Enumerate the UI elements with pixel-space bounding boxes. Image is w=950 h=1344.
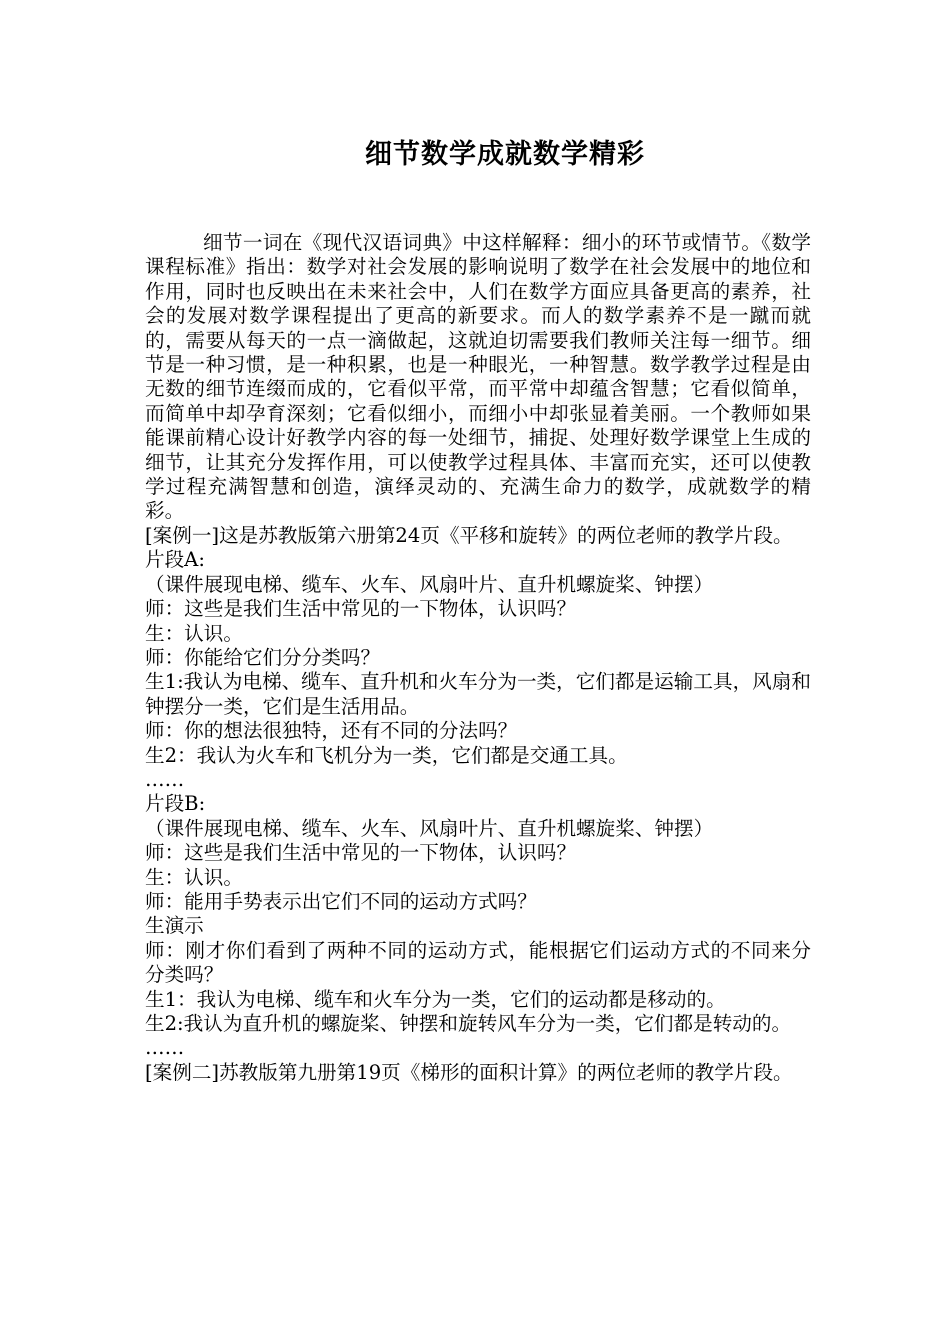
segment-a-dialogue-line: 生：认识。 — [145, 621, 243, 645]
segment-a-dialogue-line: 师：你的想法很独特，还有不同的分法吗？ — [145, 719, 518, 743]
intro-paragraph: 细节一词在《现代汉语词典》中这样解释：细小的环节或情节。《数学课程标准》指出：数学对社会发展的影响说明了数学在社会发展中的地位和作用，同时也反映出在未来社会中，人们在数学方面应具备更高的素养，社会的发展对数学课程提出了更高的新要求。而人的数学素养不是一蹴而就的，需要从每天的一点一滴做起，这就迫切需要我们教师关注每一细节。细节是一种习惯，是一种积累，也是一种眼光，一种智慧。数学教学过程是由无数的细节连缀而成的，它看似平常，而平常中却蕴含智慧；它看似简单，而简单中却孕育深刻；它看似细小，而细小中却张显着美丽。一个教师如果能课前精心设计好教学内容的每一处细节，捕捉、处理好数学课堂上生成的细节，让其充分发挥作用，可以使教学过程具体、丰富而充实，还可以使教学过程充满智慧和创造，演绎灵动的、充满生命力的数学，成就数学的精彩。 — [145, 231, 811, 523]
ellipsis: …… — [145, 1036, 185, 1060]
segment-b-dialogue-line: 生演示 — [145, 914, 204, 938]
case-one-heading: [案例一]这是苏教版第六册第24页《平移和旋转》的两位老师的教学片段。 — [145, 523, 793, 547]
segment-b-label: 片段B: — [145, 792, 206, 816]
document-body — [145, 231, 811, 1085]
segment-b-dialogue-line: 师：这些是我们生活中常见的一下物体，认识吗？ — [145, 841, 577, 865]
document-title: 细节数学成就数学精彩 — [365, 139, 645, 170]
segment-b-dialogue-line: 师：刚才你们看到了两种不同的运动方式，能根据它们运动方式的不同来分分类吗？ — [145, 938, 811, 987]
segment-a-label: 片段A: — [145, 548, 205, 572]
segment-b-dialogue-line: 生2:我认为直升机的螺旋桨、钟摆和旋转风车分为一类，它们都是转动的。 — [145, 1012, 792, 1035]
segment-a-dialogue-line: 师：这些是我们生活中常见的一下物体，认识吗？ — [145, 597, 577, 621]
segment-a-courseware-note: （课件展现电梯、缆车、火车、风扇叶片、直升机螺旋桨、钟摆） — [145, 572, 714, 596]
case-two-heading: [案例二]苏教版第九册第19页《梯形的面积计算》的两位老师的教学片段。 — [145, 1060, 793, 1084]
segment-a-dialogue-line: 生1:我认为电梯、缆车、直升机和火车分为一类，它们都是运输工具，风扇和钟摆分一类，它们是生活用品。 — [145, 670, 811, 718]
segment-b-dialogue-line: 师：能用手势表示出它们不同的运动方式吗？ — [145, 889, 537, 913]
segment-b-courseware-note: （课件展现电梯、缆车、火车、风扇叶片、直升机螺旋桨、钟摆） — [145, 816, 714, 840]
segment-a-dialogue-line: 生2：我认为火车和飞机分为一类，它们都是交通工具。 — [145, 743, 628, 767]
ellipsis: …… — [145, 767, 185, 791]
segment-a-dialogue-line: 师：你能给它们分分类吗？ — [145, 645, 381, 669]
segment-b-dialogue-line: 生：认识。 — [145, 865, 243, 889]
segment-b-dialogue-line: 生1：我认为电梯、缆车和火车分为一类，它们的运动都是移动的。 — [145, 987, 726, 1011]
